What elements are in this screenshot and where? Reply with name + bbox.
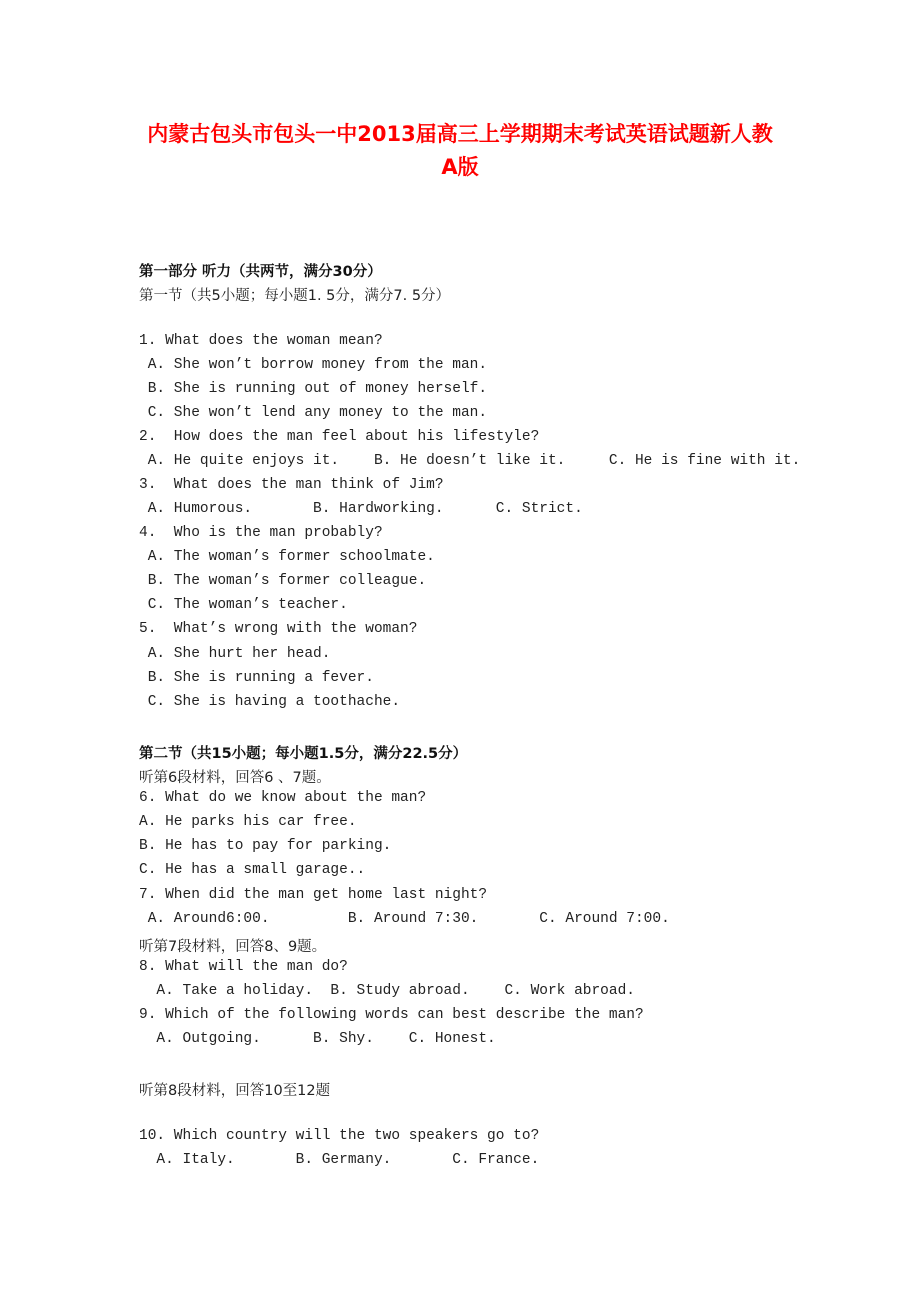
- question-8-options: A. Take a holiday. B. Study abroad. C. Work abroad.: [139, 983, 635, 999]
- question-6-option-b: B. He has to pay for parking.: [139, 838, 392, 854]
- question-5-option-b: B. She is running a fever.: [139, 670, 374, 686]
- question-1-option-b: B. She is running out of money herself.: [139, 381, 488, 397]
- question-6-option-a: A. He parks his car free.: [139, 814, 357, 830]
- question-9: 9. Which of the following words can best describe the man?: [139, 1007, 644, 1023]
- question-5-option-a: A. She hurt her head.: [139, 646, 331, 662]
- document-title-line2: A版: [441, 155, 479, 179]
- document-title-line1: 内蒙古包头市包头一中2013届高三上学期期末考试英语试题新人教: [147, 122, 773, 146]
- part1-heading: 第一部分 听力（共两节，满分30分）: [139, 264, 382, 280]
- question-3: 3. What does the man think of Jim?: [139, 477, 444, 493]
- question-2-options: A. He quite enjoys it. B. He doesn’t like it. C. He is fine with it.: [139, 453, 801, 469]
- question-3-options: A. Humorous. B. Hardworking. C. Strict.: [139, 501, 583, 517]
- question-1: 1. What does the woman mean?: [139, 333, 383, 349]
- question-7: 7. When did the man get home last night?: [139, 887, 488, 903]
- section1-heading: 第一节（共5小题；每小题1. 5分，满分7. 5分）: [139, 288, 451, 304]
- question-4-option-c: C. The woman’s teacher.: [139, 597, 348, 613]
- instruction-8-9: 听第7段材料，回答8、9题。: [139, 939, 327, 955]
- question-4-option-b: B. The woman’s former colleague.: [139, 573, 427, 589]
- instruction-10-12: 听第8段材料，回答10至12题: [139, 1083, 331, 1099]
- question-10-options: A. Italy. B. Germany. C. France.: [139, 1152, 540, 1168]
- section2-heading: 第二节（共15小题；每小题1.5分，满分22.5分）: [139, 746, 468, 762]
- question-1-option-a: A. She won’t borrow money from the man.: [139, 357, 488, 373]
- question-9-options: A. Outgoing. B. Shy. C. Honest.: [139, 1031, 496, 1047]
- question-10: 10. Which country will the two speakers go to?: [139, 1128, 540, 1144]
- question-6: 6. What do we know about the man?: [139, 790, 427, 806]
- question-4: 4. Who is the man probably?: [139, 525, 383, 541]
- instruction-6-7: 听第6段材料，回答6 、7题。: [139, 770, 331, 786]
- question-2: 2. How does the man feel about his lifestyle?: [139, 429, 540, 445]
- question-7-options: A. Around6:00. B. Around 7:30. C. Around 7:00.: [139, 911, 670, 927]
- question-5-option-c: C. She is having a toothache.: [139, 694, 401, 710]
- question-6-option-c: C. He has a small garage..: [139, 862, 366, 878]
- question-5: 5. What’s wrong with the woman?: [139, 621, 418, 637]
- question-8: 8. What will the man do?: [139, 959, 348, 975]
- question-1-option-c: C. She won’t lend any money to the man.: [139, 405, 488, 421]
- question-4-option-a: A. The woman’s former schoolmate.: [139, 549, 435, 565]
